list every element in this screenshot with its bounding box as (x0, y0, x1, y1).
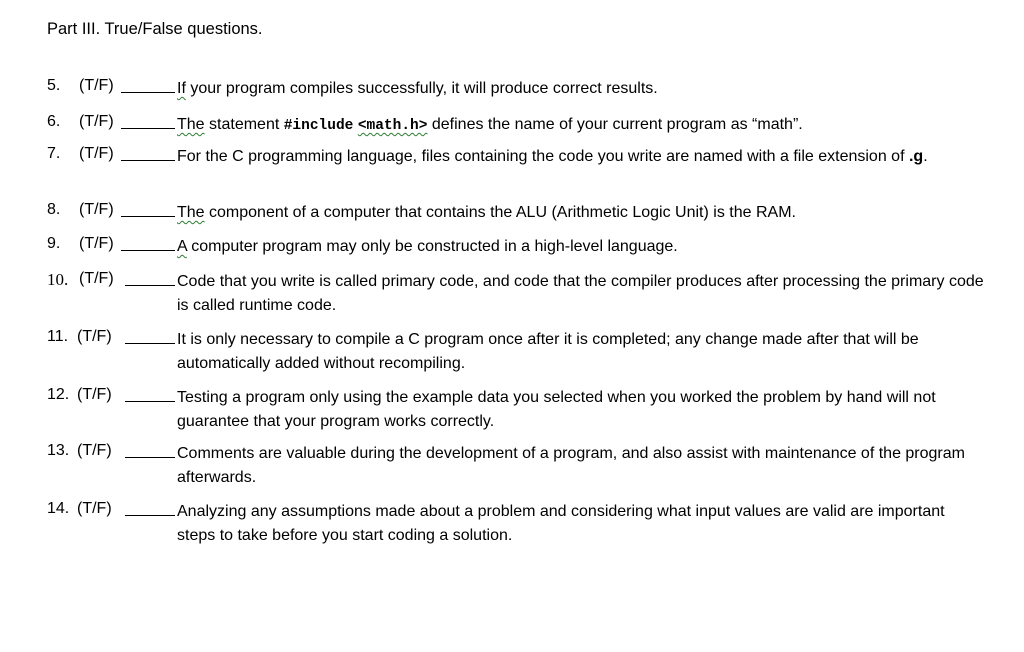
question-number: 10. (47, 270, 69, 289)
answer-blank[interactable] (125, 401, 175, 402)
tf-label: (T/F) (79, 145, 114, 162)
question-number: 8. (47, 201, 61, 218)
section-title: Part III. True/False questions. (47, 20, 263, 38)
question-text: Comments are valuable during the development of a program, and also assist with maintenance of the program afterwards. (177, 445, 965, 486)
answer-blank[interactable] (121, 128, 175, 129)
tf-label: (T/F) (77, 442, 112, 459)
question-number: 7. (47, 145, 61, 162)
question-number: 6. (47, 113, 61, 130)
answer-blank[interactable] (121, 160, 175, 161)
question-number: 12. (47, 386, 70, 403)
tf-label: (T/F) (77, 500, 112, 517)
tf-label: (T/F) (79, 235, 114, 252)
answer-blank[interactable] (125, 285, 175, 286)
tf-label: (T/F) (79, 113, 114, 130)
question-text: Testing a program only using the example data you selected when you worked the problem by hand will not guarantee that your program works correctly. (177, 389, 936, 430)
question-text: It is only necessary to compile a C program once after it is completed; any change made after that will be automatically added without recompiling. (177, 331, 919, 372)
question-text: Analyzing any assumptions made about a problem and considering what input values are valid are important steps to take before you start coding a solution. (177, 503, 945, 544)
question-text: A computer program may only be constructed in a high-level language. (177, 238, 678, 255)
answer-blank[interactable] (121, 216, 175, 217)
tf-label: (T/F) (77, 328, 112, 345)
question-text: If your program compiles successfully, it will produce correct results. (177, 80, 658, 97)
answer-blank[interactable] (125, 457, 175, 458)
answer-blank[interactable] (125, 343, 175, 344)
question-text: The statement #include <math.h> defines the name of your current program as “math”. (177, 116, 803, 134)
tf-label: (T/F) (79, 270, 114, 287)
tf-label: (T/F) (77, 386, 112, 403)
answer-blank[interactable] (121, 250, 175, 251)
question-number: 11. (47, 328, 69, 345)
question-number: 9. (47, 235, 61, 252)
question-text: For the C programming language, files containing the code you write are named with a file extension of .g. (177, 148, 928, 165)
question-number: 5. (47, 77, 61, 94)
question-number: 14. (47, 500, 70, 517)
question-number: 13. (47, 442, 70, 459)
question-text: Code that you write is called primary code, and code that the compiler produces after processing the primary code is called runtime code. (177, 273, 984, 314)
answer-blank[interactable] (121, 92, 175, 93)
answer-blank[interactable] (125, 515, 175, 516)
question-text: The component of a computer that contains the ALU (Arithmetic Logic Unit) is the RAM. (177, 204, 796, 221)
tf-label: (T/F) (79, 77, 114, 94)
tf-label: (T/F) (79, 201, 114, 218)
